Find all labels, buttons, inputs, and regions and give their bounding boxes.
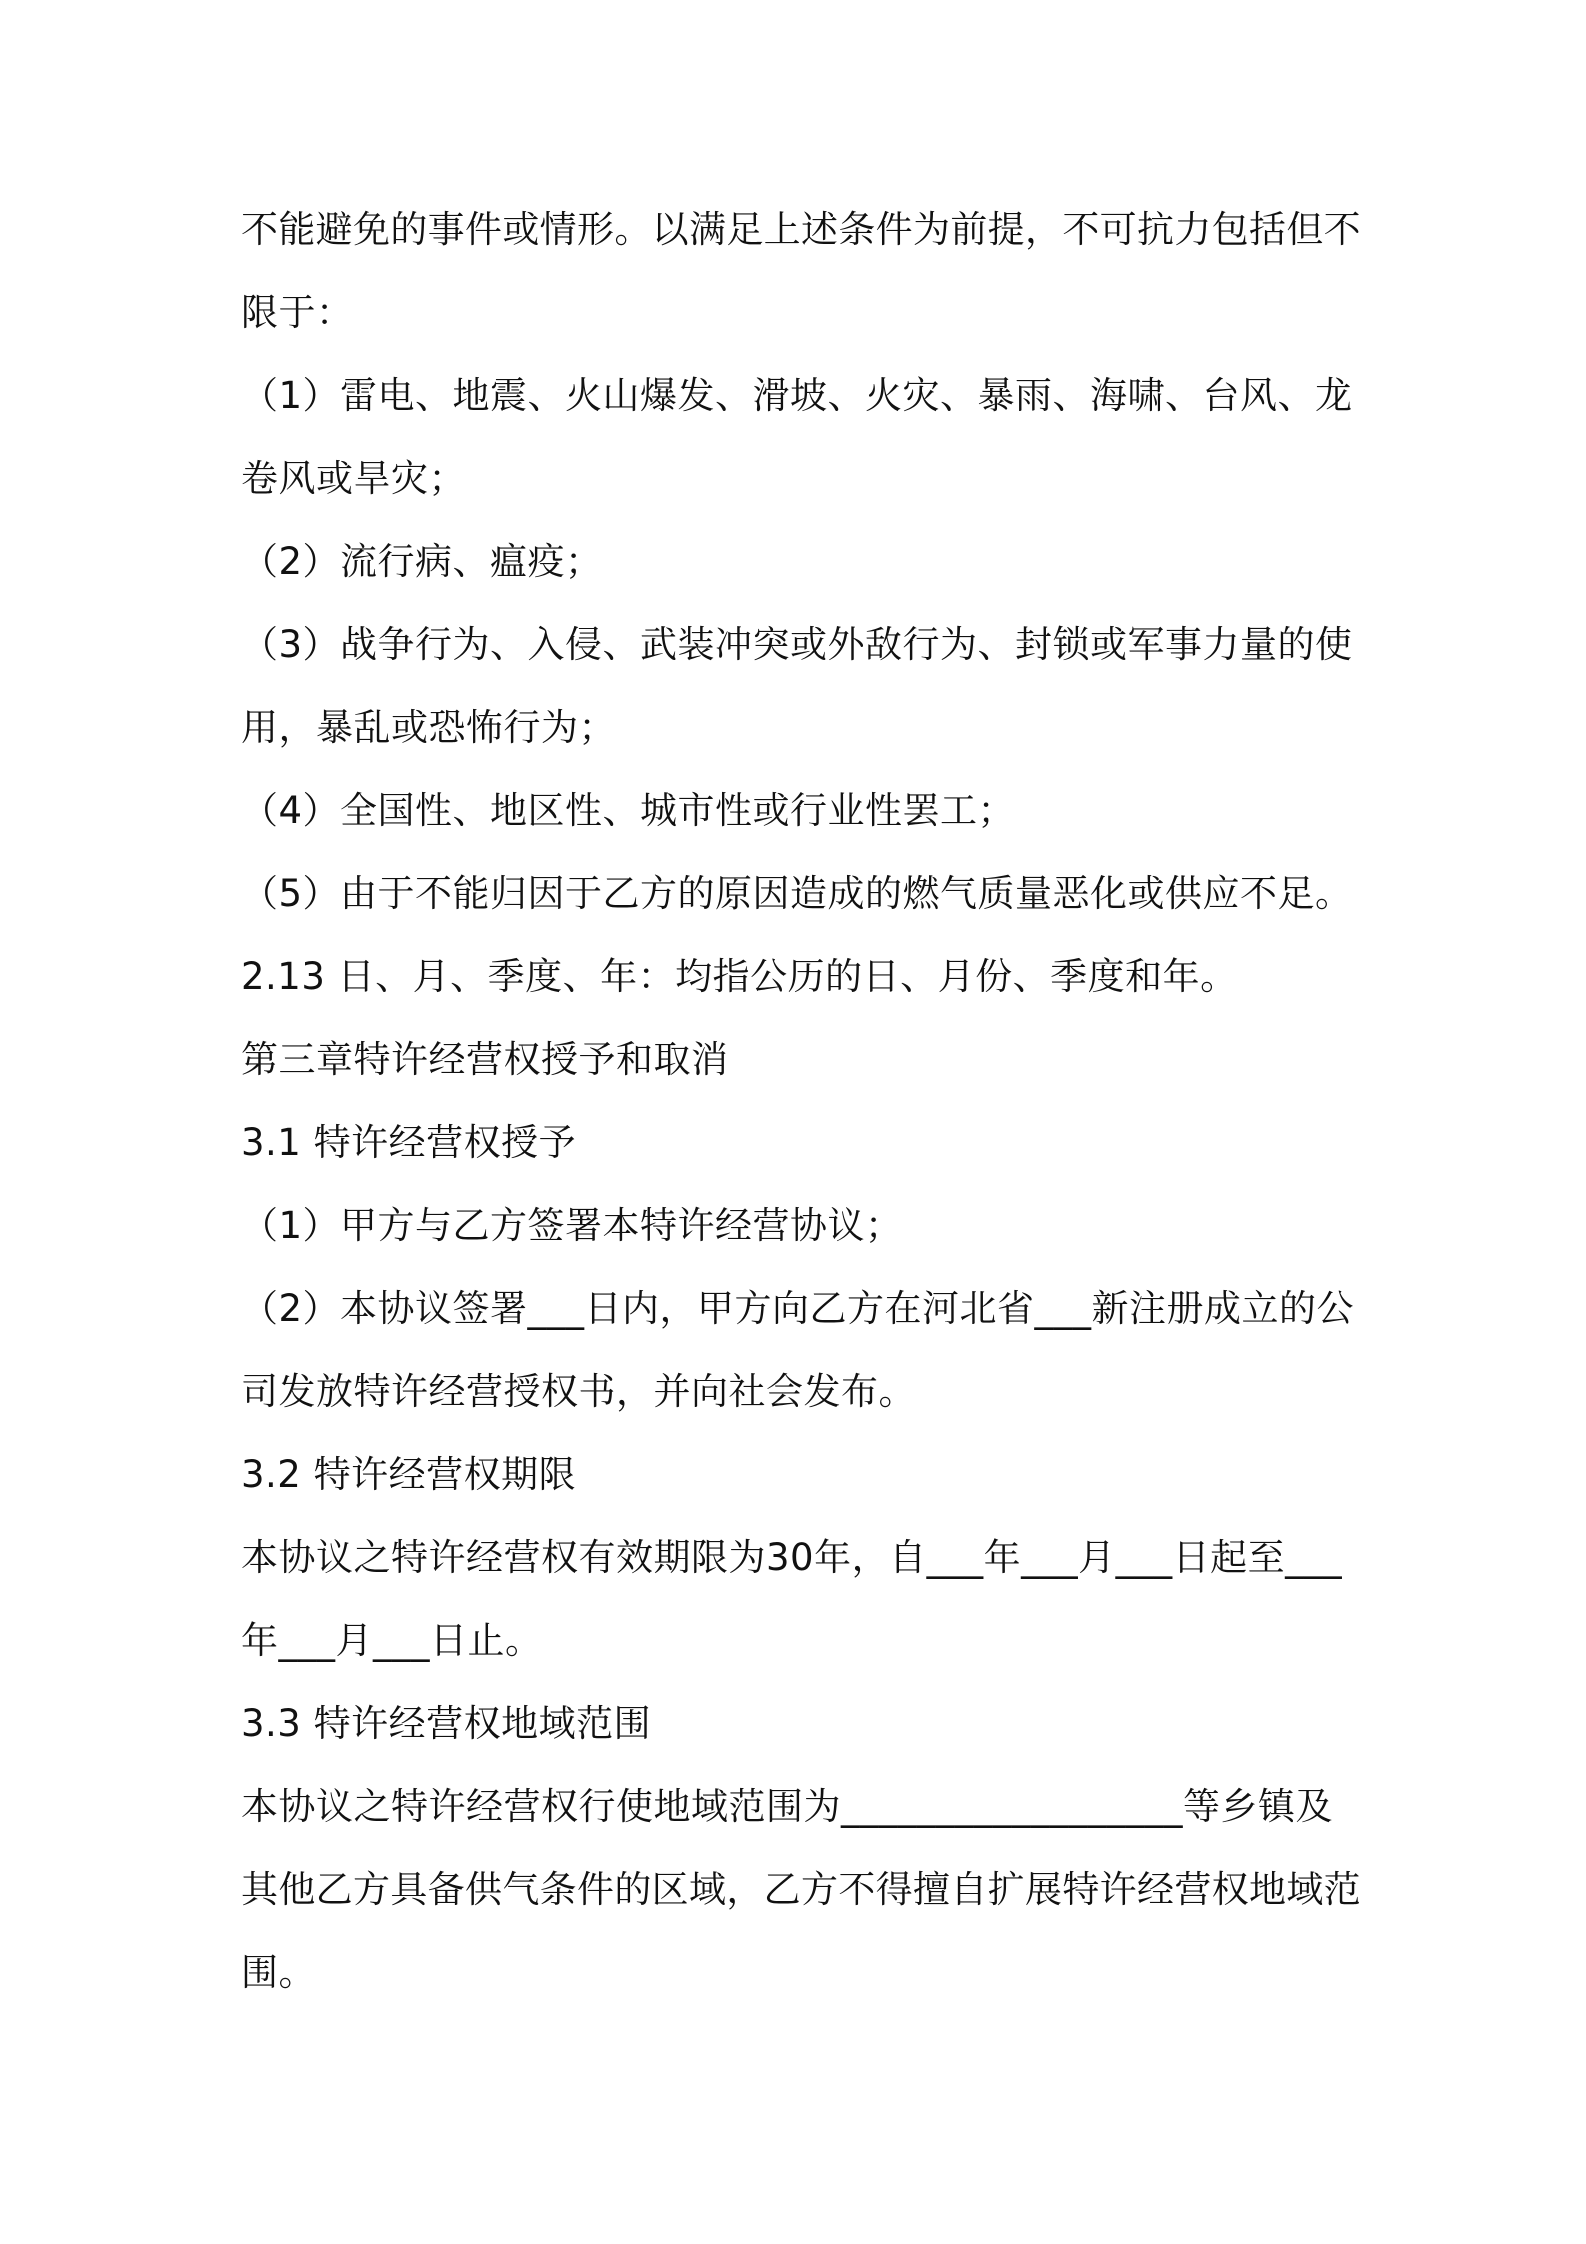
list-item-2: （2）本协议签署___日内，甲方向乙方在河北省___新注册成立的公 bbox=[241, 1287, 1355, 1330]
text-line: 本协议之特许经营权有效期限为30年，自___年___月___日起至___ bbox=[241, 1536, 1343, 1579]
section-heading-3-3: 3.3 特许经营权地域范围 bbox=[241, 1702, 652, 1745]
text-line: 限于： bbox=[241, 291, 354, 334]
list-item-5: （5）由于不能归因于乙方的原因造成的燃气质量恶化或供应不足。 bbox=[241, 872, 1353, 915]
list-item-4: （4）全国性、地区性、城市性或行业性罢工； bbox=[241, 789, 1016, 832]
section-heading-3-2: 3.2 特许经营权期限 bbox=[241, 1453, 577, 1496]
text-line: 司发放特许经营授权书，并向社会发布。 bbox=[241, 1370, 916, 1413]
text-line: 卷风或旱灾； bbox=[241, 457, 466, 500]
list-item-2: （2）流行病、瘟疫； bbox=[241, 540, 603, 583]
text-line: 本协议之特许经营权行使地域范围为__________________等乡镇及 bbox=[241, 1785, 1333, 1828]
section-heading-3-1: 3.1 特许经营权授予 bbox=[241, 1121, 577, 1164]
text-line: 用，暴乱或恐怖行为； bbox=[241, 706, 616, 749]
text-line: 其他乙方具备供气条件的区域，乙方不得擅自扩展特许经营权地域范 bbox=[241, 1868, 1361, 1911]
text-line: 年___月___日止。 bbox=[241, 1619, 543, 1662]
list-item-1: （1）雷电、地震、火山爆发、滑坡、火灾、暴雨、海啸、台风、龙 bbox=[241, 374, 1353, 417]
clause-2-13: 2.13 日、月、季度、年：均指公历的日、月份、季度和年。 bbox=[241, 955, 1238, 998]
list-item-1: （1）甲方与乙方签署本特许经营协议； bbox=[241, 1204, 903, 1247]
text-line: 围。 bbox=[241, 1951, 316, 1994]
text-line: 不能避免的事件或情形。以满足上述条件为前提，不可抗力包括但不 bbox=[241, 208, 1361, 251]
chapter-heading: 第三章特许经营权授予和取消 bbox=[241, 1038, 729, 1081]
list-item-3: （3）战争行为、入侵、武装冲突或外敌行为、封锁或军事力量的使 bbox=[241, 623, 1353, 666]
